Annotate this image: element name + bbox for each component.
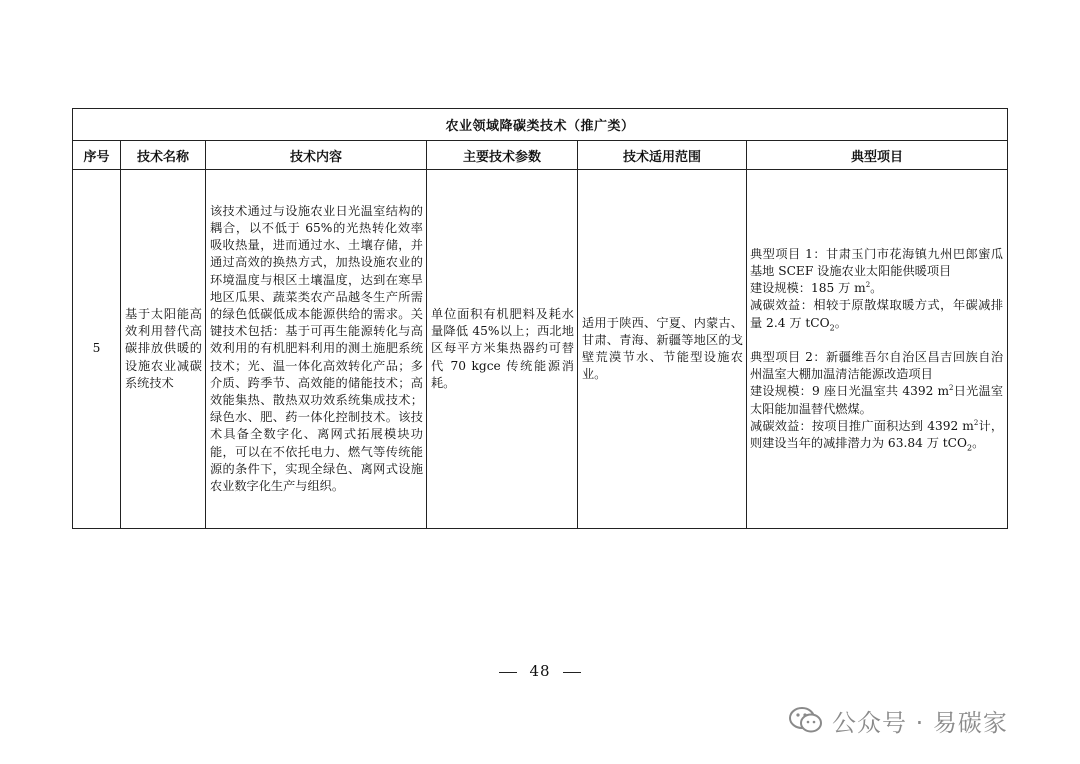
header-projects: 典型项目 [747, 141, 1008, 170]
project-2-effect: 减碳效益：按项目推广面积达到 4392 $m^2$计，则建设当年的减排潜力为 63.84 万 tCO$_2$。 [750, 418, 1004, 453]
table-row [73, 170, 1008, 529]
watermark [788, 704, 1008, 736]
page-dash-left [499, 672, 517, 673]
header-seq: 序号 [73, 141, 121, 170]
project-1-scale: 建设规模：185 万 $m^2$。 [750, 281, 883, 296]
cell-tech-content: 该技术通过与设施农业日光温室结构的耦合，以不低于 65%的光热转化效率吸收热量，进而通过水、土壤存储，并通过高效的换热方式，加热设施农业的环境温度与根区土壤温度，达到在寒旱地区瓜果、蔬菜类农产品越冬生产所需的绿色低碳低成本能源供给的需求。关键技术包括：基于可再生能源转化与高效利用的有机肥料利用的测土施肥系统技术；光、温一体化高效转化产品；多介质、跨季节、高效能的储能技术；高效能集热、散热双功效系统集成技术；绿色水、肥、药一体化控制技术。该技术具备全数字化、离网式拓展模块功能，可以在不依托电力、燃气等传统能源的条件下，实现全绿色、离网式设施农业数字化生产与组织。 [206, 170, 427, 529]
header-params: 主要技术参数 [427, 141, 578, 170]
wechat-icon [788, 706, 824, 734]
cell-tech-params: 单位面积有机肥料及耗水量降低 45%以上；西北地区每平方米集热器约可替代 70 kgce 传统能源消耗。 [427, 170, 578, 529]
project-2-scale: 建设规模：9 座日光温室共 4392 $m^2$日光温室太阳能加温替代燃煤。 [750, 384, 1004, 416]
header-scope: 技术适用范围 [578, 141, 747, 170]
table-title: 农业领域降碳类技术（推广类） [73, 109, 1008, 141]
technology-table [72, 108, 1008, 529]
project-1-effect: 减碳效益：相较于原散煤取暖方式，年碳减排量 2.4 万 tCO$_2$。 [750, 298, 1004, 333]
cell-tech-scope: 适用于陕西、宁夏、内蒙古、甘肃、青海、新疆等地区的戈壁荒漠节水、节能型设施农业。 [578, 170, 747, 529]
cell-typical-projects [747, 170, 1008, 529]
cell-seq: 5 [73, 170, 121, 529]
project-1-title: 典型项目 1：甘肃玉门市花海镇九州巴郎蜜瓜基地 SCEF 设施农业太阳能供暖项目 [750, 246, 1004, 279]
project-divider-space [750, 332, 1003, 349]
cell-tech-name: 基于太阳能高效利用替代高碳排放供暖的设施农业减碳系统技术 [121, 170, 206, 529]
header-content: 技术内容 [206, 141, 427, 170]
header-name: 技术名称 [121, 141, 206, 170]
page-dash-right [563, 672, 581, 673]
watermark-text: 公众号 · 易碳家 [832, 708, 1008, 737]
page-number: 48 [0, 662, 1080, 680]
project-2-title: 典型项目 2：新疆维吾尔自治区昌吉回族自治州温室大棚加温清洁能源改造项目 [750, 349, 1004, 382]
